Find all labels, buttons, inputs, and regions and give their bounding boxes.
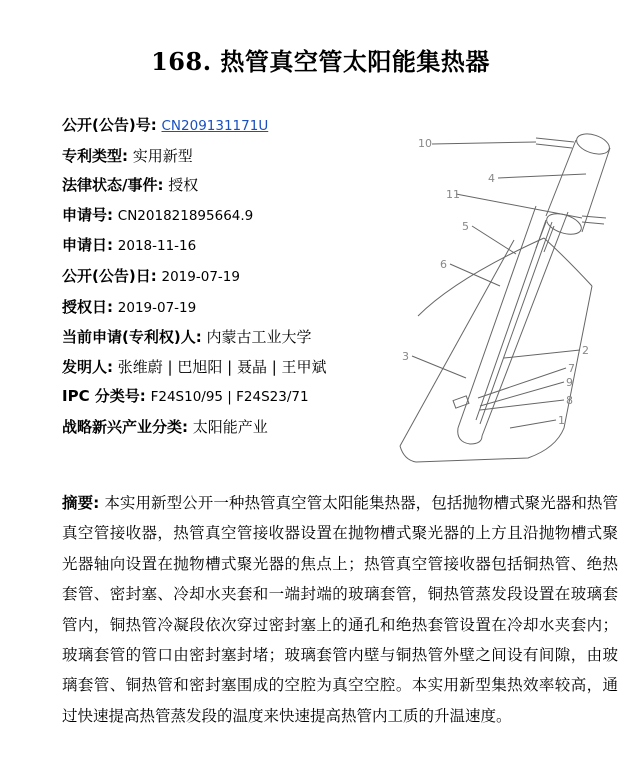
fig-label-6: 6 bbox=[440, 258, 447, 271]
fig-label-9: 9 bbox=[566, 376, 573, 389]
patent-type-row bbox=[62, 142, 327, 172]
fig-label-10: 10 bbox=[418, 137, 432, 150]
inventors-row bbox=[62, 353, 327, 383]
trough-left-rim bbox=[400, 240, 514, 446]
industry-label: 战略新兴产业分类: bbox=[62, 417, 188, 436]
pub-no-label: 公开(公告)号: bbox=[62, 116, 157, 134]
app-date-value: 2018-11-16 bbox=[117, 238, 197, 255]
pub-date-row bbox=[62, 262, 327, 293]
leader-5 bbox=[472, 226, 516, 254]
pub-date-label: 公开(公告)日: bbox=[62, 266, 157, 285]
fig-label-3: 3 bbox=[402, 350, 409, 363]
ipc-row bbox=[62, 382, 327, 413]
fig-label-11: 11 bbox=[446, 188, 460, 201]
legal-status-row bbox=[62, 171, 327, 201]
app-date-row bbox=[62, 231, 327, 262]
pub-no-row bbox=[62, 111, 327, 142]
abstract bbox=[62, 488, 618, 731]
leader-1 bbox=[510, 420, 556, 428]
pub-date-value: 2019-07-19 bbox=[161, 268, 240, 285]
app-no-value: CN201821895664.9 bbox=[117, 207, 254, 224]
patent-type-label: 专利类型: bbox=[62, 146, 128, 165]
patent-metadata bbox=[62, 111, 327, 443]
leader-9 bbox=[480, 382, 564, 406]
applicant-value: 内蒙古工业大学 bbox=[206, 328, 312, 347]
leader-8 bbox=[480, 400, 564, 410]
ipc-label: IPC 分类号: bbox=[62, 387, 146, 406]
applicant-row bbox=[62, 323, 327, 353]
insulation-sleeve bbox=[536, 222, 554, 252]
trough-top-edge bbox=[418, 238, 544, 316]
leader-6 bbox=[450, 264, 500, 286]
inventors-value: 张维蔚 | 巴旭阳 | 聂晶 | 王甲斌 bbox=[117, 357, 327, 376]
industry-row bbox=[62, 413, 327, 443]
fig-label-5: 5 bbox=[462, 220, 469, 233]
fig-label-1: 1 bbox=[558, 414, 565, 427]
glass-tube-left bbox=[458, 206, 536, 428]
grant-date-row bbox=[62, 293, 327, 324]
grant-date-value: 2019-07-19 bbox=[117, 299, 197, 316]
trough-back-rim bbox=[544, 238, 592, 286]
industry-value: 太阳能产业 bbox=[192, 417, 268, 436]
abstract-text: 本实用新型公开一种热管真空管太阳能集热器，包括抛物槽式聚光器和热管真空管接收器，热管真空管接收器设置在抛物槽式聚光器的上方且沿抛物槽式聚光器轴向设置在抛物槽式聚光器的焦点上；热管真空管接收器包括铜热管、绝热套管、密封塞、冷却水夹套和一端封端的玻璃套管，铜热管蒸发段设置在玻璃套管内，铜热管冷凝段依次穿过密封塞上的通孔和绝热套管设置在冷却水夹套内；玻璃套管的管口由密封塞封堵；玻璃套管内壁与铜热管外壁之间设有间隙，由玻璃套管、铜热管和密封塞围成的空腔为真空空腔。本实用新型集热效率较高，通过快速提高热管蒸发段的温度来快速提高热管内工质的升温速度。 bbox=[62, 494, 618, 725]
leader-11 bbox=[456, 194, 582, 218]
pub-no-link[interactable]: CN209131171U bbox=[161, 118, 269, 134]
legal-status-label: 法律状态/事件: bbox=[62, 176, 164, 195]
inventors-label: 发明人: bbox=[62, 357, 113, 376]
leader-10 bbox=[432, 142, 536, 144]
fig-label-7: 7 bbox=[568, 362, 575, 375]
glass-tube-end bbox=[458, 428, 482, 444]
patent-drawing bbox=[396, 128, 634, 463]
inlet-pipe bbox=[536, 138, 574, 148]
fig-label-4: 4 bbox=[488, 172, 495, 185]
trough-outer bbox=[400, 286, 592, 462]
app-no-row bbox=[62, 201, 327, 232]
leader-2 bbox=[504, 350, 580, 358]
jacket-right bbox=[582, 148, 610, 232]
ipc-value: F24S10/95 | F24S23/71 bbox=[150, 389, 309, 406]
abstract-label: 摘要: bbox=[62, 494, 100, 512]
jacket-left bbox=[546, 140, 576, 216]
fig-label-8: 8 bbox=[566, 394, 573, 407]
patent-type-value: 实用新型 bbox=[132, 146, 193, 165]
app-no-label: 申请号: bbox=[62, 205, 113, 224]
legal-status-value: 授权 bbox=[168, 176, 199, 195]
grant-date-label: 授权日: bbox=[62, 297, 113, 316]
jacket-top bbox=[574, 130, 612, 158]
leader-4 bbox=[498, 174, 586, 178]
fig-label-2: 2 bbox=[582, 344, 589, 357]
applicant-label: 当前申请(专利权)人: bbox=[62, 328, 202, 347]
app-date-label: 申请日: bbox=[62, 236, 113, 255]
seal-plug bbox=[453, 396, 469, 408]
page-title: 168. 热管真空管太阳能集热器 bbox=[151, 47, 490, 76]
